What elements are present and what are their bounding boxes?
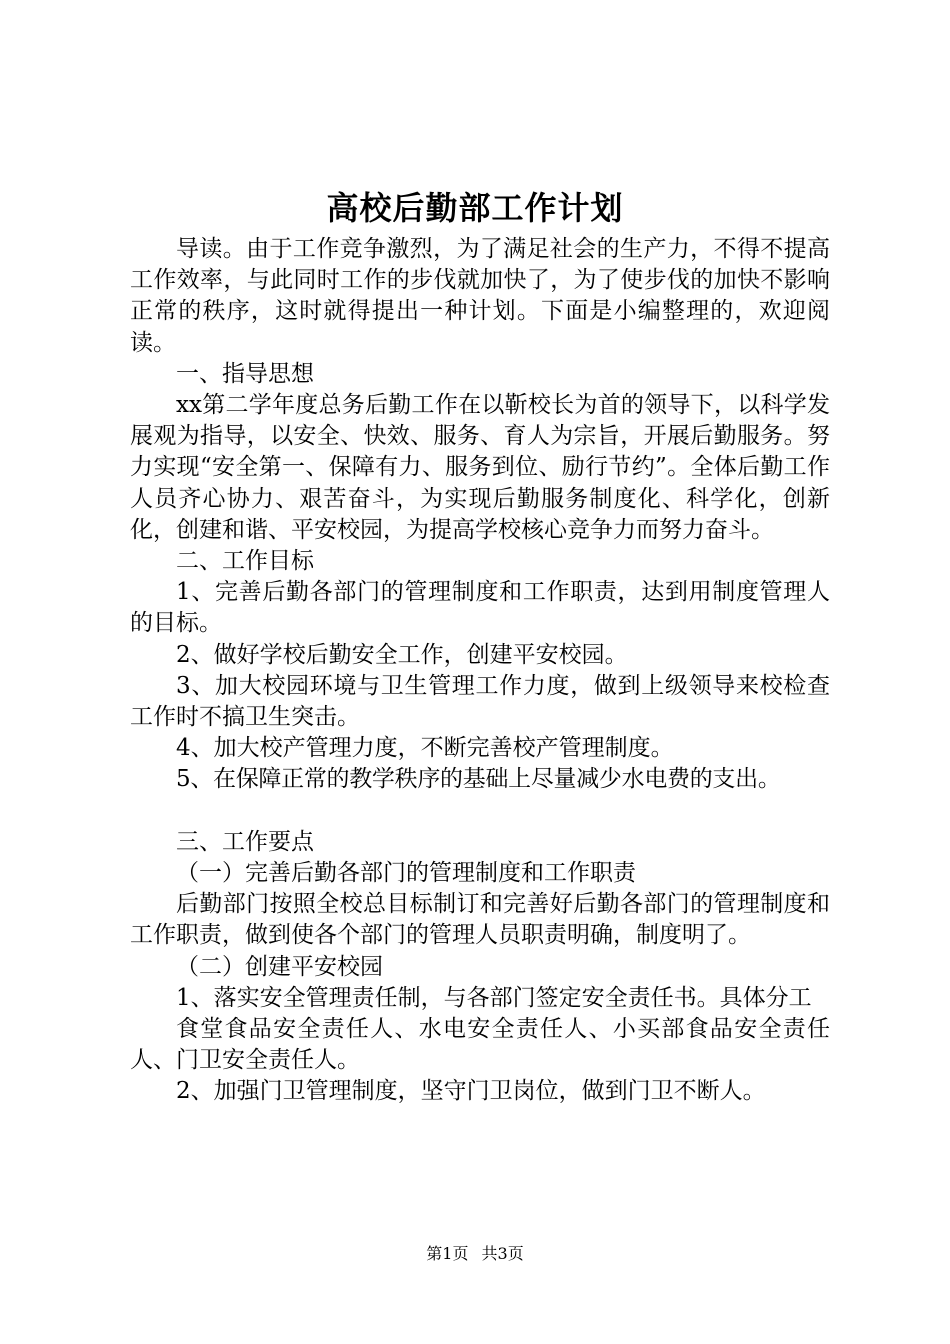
section-heading-work-goals: 二、工作目标: [176, 548, 314, 575]
section-heading-work-points: 三、工作要点: [176, 828, 314, 855]
body-paragraph: 1、落实安全管理责任制，与各部门签定安全责任书。具体分工: [176, 984, 812, 1011]
document-body: [130, 234, 830, 1108]
goal-item: 4、加大校产管理力度，不断完善校产管理制度。: [176, 735, 674, 762]
body-paragraph: 后勤部门按照全校总目标制订和完善好后勤各部门的管理制度和工作职责，做到使各个部门的管理人员职责明确，制度明了。: [130, 891, 830, 949]
goal-item: 1、完善后勤各部门的管理制度和工作职责，达到用制度管理人的目标。: [130, 579, 830, 637]
document-title: 高校后勤部工作计划: [326, 189, 624, 227]
page-number: 第1页: [426, 1244, 469, 1263]
page-total: 共3页: [481, 1244, 524, 1263]
section-heading-guiding-thought: 一、指导思想: [176, 360, 314, 387]
goal-item: 5、在保障正常的教学秩序的基础上尽量减少水电费的支出。: [176, 766, 781, 793]
goal-item: 2、做好学校后勤安全工作，创建平安校园。: [176, 641, 628, 668]
paragraph-spacer: [130, 796, 830, 827]
body-paragraph: 食堂食品安全责任人、水电安全责任人、小买部食品安全责任人、门卫安全责任人。: [130, 1016, 830, 1074]
subsection-heading: （二）创建平安校园: [176, 953, 383, 980]
intro-paragraph: 导读。由于工作竞争激烈，为了满足社会的生产力，不得不提高工作效率，与此同时工作的步伐就加快了，为了使步伐的加快不影响正常的秩序，这时就得提出一种计划。下面是小编整理的，欢迎阅读。: [130, 236, 830, 356]
page-footer: [0, 1243, 950, 1265]
guiding-thought-paragraph: xx第二学年度总务后勤工作在以靳校长为首的领导下，以科学发展观为指导，以安全、快效、服务、育人为宗旨，开展后勤服务。努力实现“安全第一、保障有力、服务到位、励行节约”。全体后勤工作人员齐心协力、艰苦奋斗，为实现后勤服务制度化、科学化，创新化，创建和谐、平安校园，为提高学校核心竞争力而努力奋斗。: [130, 392, 830, 543]
subsection-heading: （一）完善后勤各部门的管理制度和工作职责: [176, 860, 636, 887]
goal-item: 3、加大校园环境与卫生管理工作力度，做到上级领导来校检查工作时不搞卫生突击。: [130, 672, 830, 731]
body-paragraph: 2、加强门卫管理制度，坚守门卫岗位，做到门卫不断人。: [176, 1078, 766, 1105]
